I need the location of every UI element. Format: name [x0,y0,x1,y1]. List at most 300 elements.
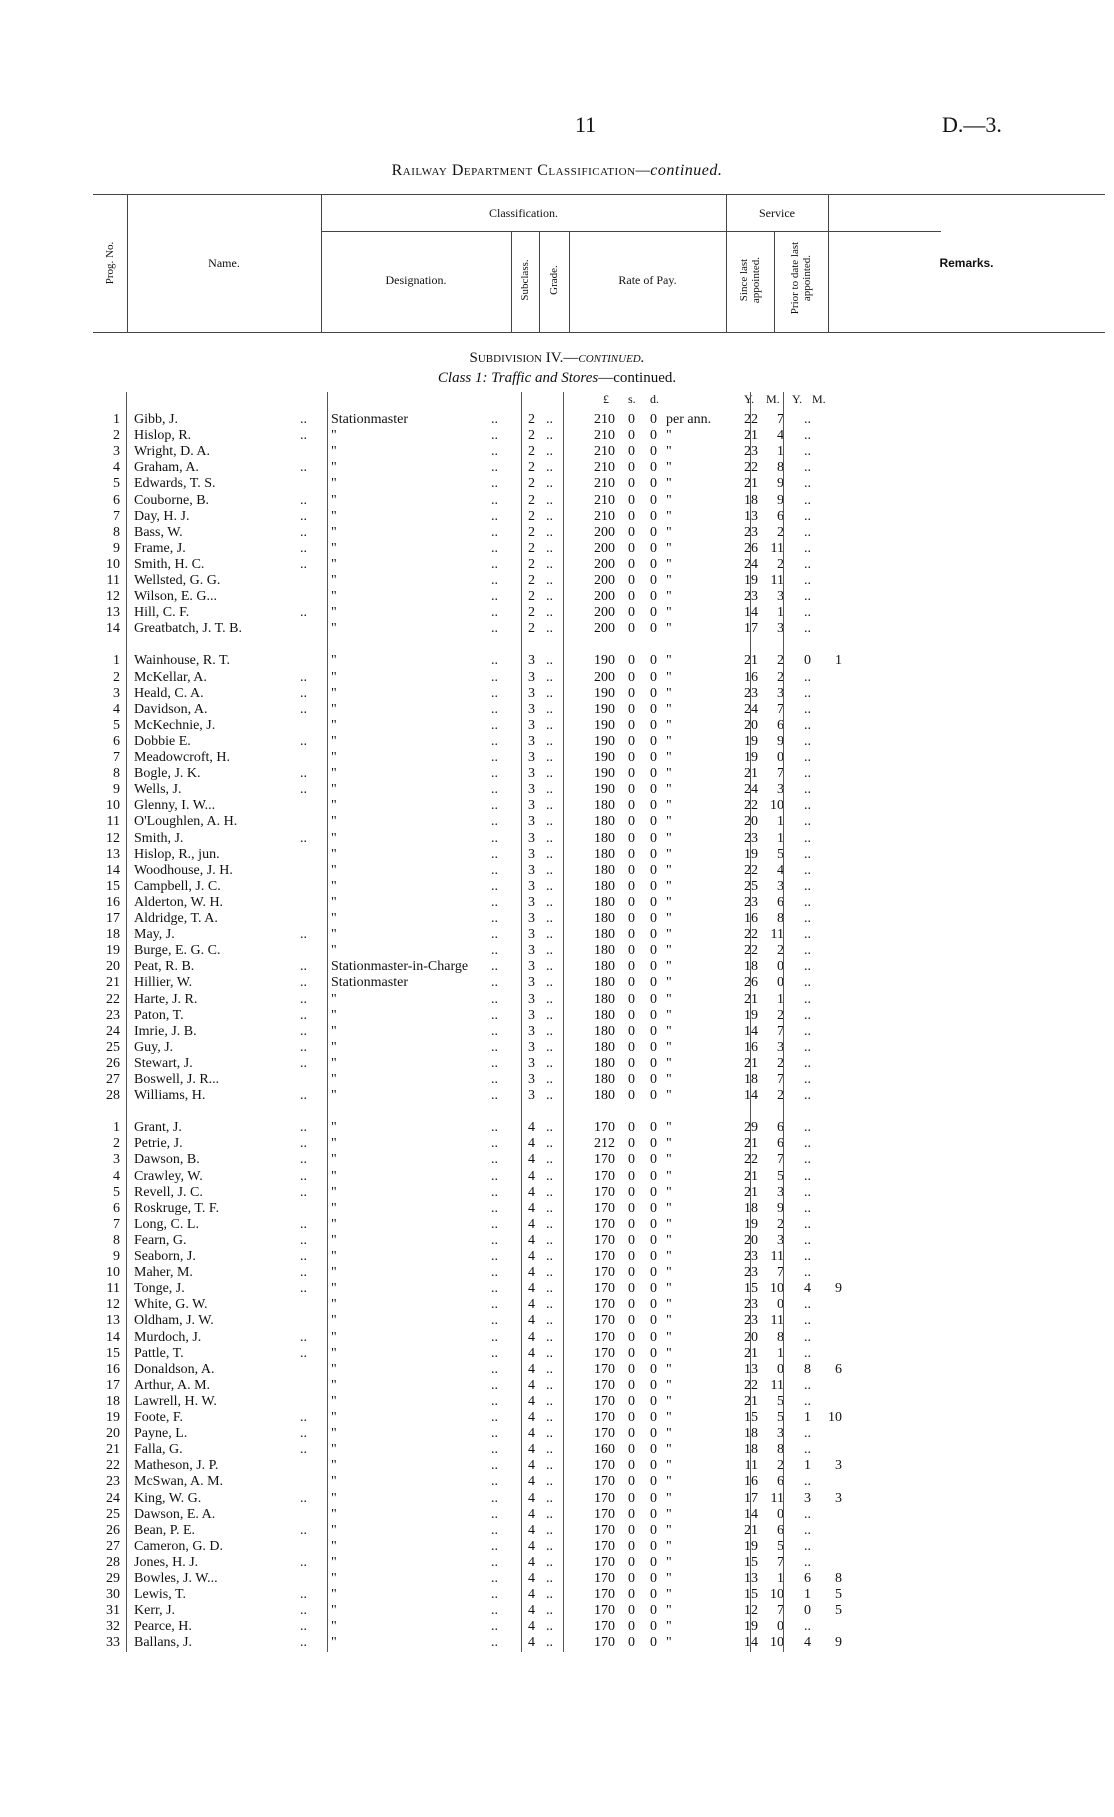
table-row [0,718,1114,734]
cell-rate: 170 [594,1345,615,1361]
cell-prior-years: .. [804,1088,811,1104]
cell-per: " [666,621,672,637]
cell-prior-years: .. [804,814,811,830]
cell-since-years: 15 [744,1587,758,1603]
cell-leader: .. [300,1136,307,1152]
cell-prog-no: 7 [113,750,120,765]
cell-shillings: 0 [628,412,635,427]
cell-prog-no: 10 [106,798,120,814]
cell-name: Fearn, G. [134,1232,187,1248]
cell-prior-months: 10 [828,1410,842,1425]
cell-prog-no: 6 [113,492,120,508]
dot-leader: .. [491,1393,498,1409]
cell-rate: 180 [594,975,615,991]
cell-leader: .. [300,766,307,782]
cell-subclass: 3 [528,911,535,926]
cell-prog-no: 5 [113,476,120,492]
cell-leader: .. [300,1587,307,1603]
cell-prog-no: 3 [113,444,120,460]
cell-prog-no: 28 [106,1554,120,1570]
cell-per: " [666,717,672,733]
cell-name: Roskruge, T. F. [134,1200,220,1216]
cell-shillings: 0 [628,1281,635,1297]
cell-prog-no: 9 [113,540,120,556]
cell-name: Campbell, J. C. [134,878,221,894]
cell-per: " [666,1635,672,1651]
cell-designation: " [331,1152,337,1168]
cell-prior-years: .. [804,1619,811,1635]
table-row [0,589,1114,605]
cell-prog-no: 10 [106,1265,120,1281]
cell-prog-no: 14 [106,621,120,637]
cell-name: Boswell, J. R... [134,1072,220,1087]
dot-leader: .. [546,1007,553,1023]
cell-since-years: 29 [744,1120,758,1136]
cell-since-years: 21 [744,1168,758,1184]
dot-leader: .. [491,1023,498,1039]
cell-since-years: 23 [744,589,758,605]
cell-shillings: 0 [628,1635,635,1651]
cell-designation: " [331,1281,337,1297]
cell-prog-no: 25 [106,1506,120,1522]
dot-leader: .. [546,492,553,508]
cell-rate: 200 [594,589,615,605]
table-row [0,766,1114,782]
cell-rate: 170 [594,1184,615,1200]
cell-shillings: 0 [628,524,635,540]
cell-prior-years: 1 [804,1458,811,1474]
dot-leader: .. [546,991,553,1007]
cell-subclass: 4 [528,1635,535,1651]
cell-prior-years: .. [804,750,811,765]
cell-prior-years: .. [804,1200,811,1216]
cell-pence: 0 [650,1329,657,1345]
cell-since-years: 21 [744,1136,758,1152]
table-row [0,476,1114,492]
cell-designation: " [331,733,337,749]
dot-leader: .. [546,766,553,782]
cell-prior-years: .. [804,798,811,814]
cell-since-years: 22 [744,1377,758,1393]
cell-since-months: 7 [777,1603,784,1619]
dot-leader: .. [546,750,553,765]
table-row [0,1523,1114,1539]
cell-per: " [666,1120,672,1136]
cell-subclass: 2 [528,412,535,427]
cell-rate: 190 [594,782,615,798]
cell-since-years: 19 [744,750,758,765]
cell-rate: 170 [594,1458,615,1474]
cell-subclass: 3 [528,1072,535,1087]
cell-pence: 0 [650,685,657,701]
cell-per: " [666,556,672,572]
cell-prog-no: 27 [106,1538,120,1554]
cell-per: " [666,1522,672,1538]
cell-designation: " [331,1039,337,1055]
cell-shillings: 0 [628,1168,635,1184]
dot-leader: .. [491,1410,498,1425]
cell-designation: " [331,911,337,926]
cell-since-years: 21 [744,1055,758,1071]
cell-prior-years: .. [804,1393,811,1409]
cell-pence: 0 [650,894,657,910]
cell-subclass: 4 [528,1458,535,1474]
cell-prior-years: .. [804,975,811,991]
cell-leader: .. [300,1554,307,1570]
cell-subclass: 3 [528,733,535,749]
cell-rate: 170 [594,1393,615,1409]
cell-shillings: 0 [628,1554,635,1570]
dot-leader: .. [491,1458,498,1474]
cell-pence: 0 [650,1587,657,1603]
cell-name: Lawrell, H. W. [134,1393,217,1409]
dot-leader: .. [491,1297,498,1313]
dot-leader: .. [546,428,553,444]
cell-designation: " [331,1377,337,1393]
cell-since-years: 21 [744,428,758,444]
cell-since-months: 0 [777,1361,784,1377]
dot-leader: .. [546,1168,553,1184]
cell-prog-no: 14 [106,1329,120,1345]
cell-name: Smith, J. [134,830,184,846]
cell-shillings: 0 [628,492,635,508]
cell-designation: " [331,830,337,846]
cell-prior-years: .. [804,878,811,894]
cell-name: Ballans, J. [134,1635,192,1651]
cell-prior-months: 3 [835,1490,842,1506]
cell-name: Aldridge, T. A. [134,911,218,926]
cell-shillings: 0 [628,1410,635,1425]
cell-rate: 210 [594,492,615,508]
dot-leader: .. [491,1329,498,1345]
cell-since-years: 20 [744,717,758,733]
cell-shillings: 0 [628,1039,635,1055]
dot-leader: .. [491,1522,498,1538]
cell-since-months: 1 [777,830,784,846]
cell-pence: 0 [650,1184,657,1200]
cell-subclass: 3 [528,943,535,959]
cell-prior-years: .. [804,846,811,862]
dot-leader: .. [546,1265,553,1281]
cell-shillings: 0 [628,1506,635,1522]
cell-prog-no: 27 [106,1072,120,1087]
dot-leader: .. [491,653,498,669]
table-row [0,1024,1114,1040]
cell-designation: " [331,1571,337,1586]
cell-prog-no: 24 [106,1023,120,1039]
cell-since-years: 19 [744,846,758,862]
cell-name: Gibb, J. [134,412,178,427]
cell-designation: " [331,1522,337,1538]
table-row [0,734,1114,750]
cell-rate: 170 [594,1361,615,1377]
table-row [0,959,1114,975]
cell-prog-no: 4 [113,701,120,717]
cell-shillings: 0 [628,1136,635,1152]
cell-rate: 210 [594,428,615,444]
cell-subclass: 4 [528,1442,535,1458]
cell-leader: .. [300,1216,307,1232]
cell-since-years: 22 [744,798,758,814]
cell-subclass: 4 [528,1313,535,1329]
cell-rate: 170 [594,1635,615,1651]
cell-since-years: 22 [744,927,758,943]
dot-leader: .. [491,1377,498,1393]
cell-subclass: 4 [528,1361,535,1377]
dot-leader: .. [546,605,553,621]
table-row [0,814,1114,830]
dot-leader: .. [546,1120,553,1136]
dot-leader: .. [546,1393,553,1409]
cell-designation: " [331,701,337,717]
cell-subclass: 3 [528,894,535,910]
cell-since-months: 7 [777,766,784,782]
cell-rate: 170 [594,1426,615,1442]
cell-since-months: 8 [777,460,784,476]
cell-since-years: 19 [744,573,758,588]
cell-shillings: 0 [628,750,635,765]
cell-prog-no: 2 [113,1136,120,1152]
cell-leader: .. [300,991,307,1007]
cell-shillings: 0 [628,1023,635,1039]
cell-prog-no: 22 [106,1458,120,1474]
cell-subclass: 3 [528,1088,535,1104]
cell-per: " [666,1265,672,1281]
cell-subclass: 3 [528,798,535,814]
table-row [0,1217,1114,1233]
cell-shillings: 0 [628,1361,635,1377]
dot-leader: .. [546,1088,553,1104]
cell-shillings: 0 [628,476,635,492]
table-row [0,1491,1114,1507]
cell-subclass: 3 [528,701,535,717]
cell-prog-no: 32 [106,1619,120,1635]
cell-name: Paton, T. [134,1007,184,1023]
cell-designation: " [331,1072,337,1087]
dot-leader: .. [546,1410,553,1425]
cell-per: " [666,605,672,621]
cell-shillings: 0 [628,911,635,926]
dot-leader: .. [491,733,498,749]
cell-rate: 170 [594,1474,615,1490]
cell-per: " [666,1200,672,1216]
cell-leader: .. [300,782,307,798]
cell-prog-no: 19 [106,943,120,959]
header-rate: Rate of Pay. [618,273,677,287]
cell-designation: " [331,927,337,943]
table-row [0,541,1114,557]
cell-leader: .. [300,1426,307,1442]
dot-leader: .. [491,862,498,878]
cell-shillings: 0 [628,830,635,846]
units-months-since: M. [766,392,780,406]
cell-rate: 180 [594,1007,615,1023]
cell-prior-years: 0 [804,653,811,669]
cell-leader: .. [300,1603,307,1619]
cell-per: " [666,573,672,588]
table-row [0,1635,1114,1651]
cell-since-months: 11 [770,1490,784,1506]
cell-prog-no: 16 [106,1361,120,1377]
cell-rate: 170 [594,1232,615,1248]
dot-leader: .. [491,476,498,492]
table-row [0,1008,1114,1024]
cell-name: Heald, C. A. [134,685,204,701]
dot-leader: .. [546,814,553,830]
cell-name: McKechnie, J. [134,717,216,733]
cell-pence: 0 [650,1313,657,1329]
dot-leader: .. [491,1007,498,1023]
cell-shillings: 0 [628,1426,635,1442]
cell-leader: .. [300,1088,307,1104]
cell-name: Kerr, J. [134,1603,176,1619]
units-years-prior: Y. [792,392,803,406]
cell-prog-no: 20 [106,1426,120,1442]
cell-name: Donaldson, A. [134,1361,215,1377]
cell-designation: " [331,1587,337,1603]
table-row [0,1265,1114,1281]
cell-since-years: 20 [744,1232,758,1248]
cell-name: Frame, J. [134,540,186,556]
cell-rate: 170 [594,1619,615,1635]
cell-since-months: 6 [777,1120,784,1136]
cell-pence: 0 [650,1152,657,1168]
table-row [0,879,1114,895]
cell-prog-no: 4 [113,1168,120,1184]
cell-since-months: 3 [777,1039,784,1055]
cell-since-years: 17 [744,1490,758,1506]
cell-leader: .. [300,959,307,975]
cell-subclass: 2 [528,589,535,605]
dot-leader: .. [546,1635,553,1651]
cell-subclass: 2 [528,476,535,492]
dot-leader: .. [491,1554,498,1570]
cell-since-years: 23 [744,524,758,540]
table-header [93,194,1105,332]
cell-name: McSwan, A. M. [134,1474,224,1490]
cell-rate: 170 [594,1120,615,1136]
cell-per: " [666,669,672,685]
cell-prior-years: .. [804,573,811,588]
cell-rate: 200 [594,556,615,572]
cell-prog-no: 17 [106,911,120,926]
cell-prior-years: .. [804,830,811,846]
table-row [0,509,1114,525]
cell-since-years: 22 [744,1152,758,1168]
cell-pence: 0 [650,476,657,492]
cell-pence: 0 [650,911,657,926]
cell-prior-years: .. [804,605,811,621]
cell-since-years: 11 [744,1458,758,1474]
cell-leader: .. [300,701,307,717]
cell-rate: 200 [594,621,615,637]
cell-rate: 180 [594,927,615,943]
cell-rate: 170 [594,1571,615,1586]
dot-leader: .. [491,782,498,798]
cell-prior-years: .. [804,621,811,637]
cell-rate: 200 [594,605,615,621]
dot-leader: .. [491,1538,498,1554]
header-classification: Classification. [489,206,558,220]
cell-name: Guy, J. [134,1039,174,1055]
dot-leader: .. [546,701,553,717]
cell-prog-no: 12 [106,1297,120,1313]
dot-leader: .. [491,1426,498,1442]
table-row [0,460,1114,476]
cell-designation: " [331,1635,337,1651]
cell-designation: " [331,750,337,765]
cell-rate: 170 [594,1554,615,1570]
cell-prog-no: 7 [113,508,120,524]
cell-subclass: 3 [528,975,535,991]
cell-designation: " [331,1297,337,1313]
cell-per: " [666,1007,672,1023]
cell-since-years: 18 [744,1200,758,1216]
cell-shillings: 0 [628,508,635,524]
cell-prior-years: .. [804,1152,811,1168]
cell-leader: .. [300,605,307,621]
cell-designation: " [331,1603,337,1619]
cell-per: " [666,460,672,476]
cell-since-years: 17 [744,621,758,637]
dot-leader: .. [491,1200,498,1216]
cell-since-years: 23 [744,1297,758,1313]
cell-since-months: 2 [777,653,784,669]
cell-pence: 0 [650,798,657,814]
cell-pence: 0 [650,750,657,765]
cell-since-months: 3 [777,589,784,605]
cell-since-years: 19 [744,1216,758,1232]
dot-leader: .. [491,1587,498,1603]
dot-leader: .. [546,669,553,685]
cell-prior-years: .. [804,1329,811,1345]
table-row [0,863,1114,879]
dot-leader: .. [491,524,498,540]
cell-pence: 0 [650,573,657,588]
cell-subclass: 4 [528,1345,535,1361]
cell-since-months: 5 [777,1410,784,1425]
cell-prior-years: .. [804,911,811,926]
cell-prior-years: .. [804,1023,811,1039]
cell-designation: " [331,653,337,669]
cell-prior-years: .. [804,701,811,717]
cell-per: " [666,846,672,862]
cell-since-months: 3 [777,621,784,637]
table-row [0,1555,1114,1571]
cell-per: " [666,878,672,894]
cell-subclass: 4 [528,1554,535,1570]
cell-since-years: 21 [744,991,758,1007]
cell-name: Lewis, T. [134,1587,186,1603]
dot-leader: .. [546,444,553,460]
cell-prog-no: 26 [106,1522,120,1538]
cell-shillings: 0 [628,766,635,782]
dot-leader: .. [491,1088,498,1104]
cell-per: " [666,1249,672,1264]
cell-shillings: 0 [628,1377,635,1393]
cell-per: " [666,1506,672,1522]
cell-name: Greatbatch, J. T. B. [134,621,242,637]
cell-designation: " [331,798,337,814]
dot-leader: .. [491,894,498,910]
cell-rate: 170 [594,1522,615,1538]
cell-subclass: 3 [528,1023,535,1039]
cell-per: " [666,524,672,540]
cell-since-years: 22 [744,460,758,476]
cell-since-years: 21 [744,1184,758,1200]
cell-name: Davidson, A. [134,701,208,717]
table-row [0,782,1114,798]
